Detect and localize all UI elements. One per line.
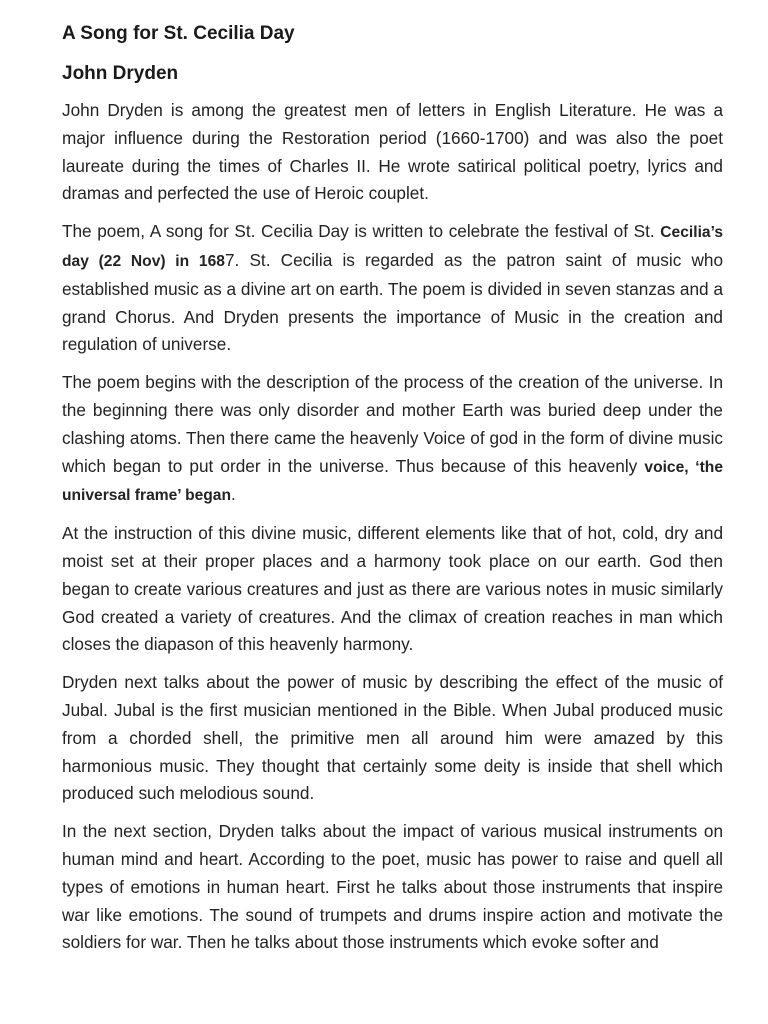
paragraph-2-text-start: The poem, A song for St. Cecilia Day is written to celebrate the festival of St. [62, 221, 661, 242]
paragraph-5: Dryden next talks about the power of music by describing the effect of the music of Jubal. Jubal is the first musician mentioned in the Bible. When Jubal produced music from a chorded shell, the primitive men all around him were amazed by this harmonious music. They thought that certainly some deity is inside that shell which produced such melodious sound. [62, 672, 723, 804]
paragraph-3-text-end: . [231, 484, 236, 505]
paragraph-3-bold-text: voice, ‘the universal frame’ began [62, 458, 723, 505]
paragraph-3-text-start: The poem begins with the description of the process of the creation of the universe. In the beginning there was only disorder and mother Earth was buried deep under the clashing atoms. Then there came the heavenly Voice of god in the form of divine music which began to put order in the universe. Thus because of this heavenly [62, 372, 723, 476]
paragraph-2-bold-text: Cecilia’s day (22 Nov) in 168 [62, 224, 723, 270]
paragraph-2-text-end: 7. St. Cecilia is regarded as the patron saint of music who established music as a divine art on earth. The poem is divided in seven stanzas and a grand Chorus. And Dryden presents the importance of Music in the creation and regulation of universe. [62, 249, 724, 355]
paragraph-1: John Dryden is among the greatest men of letters in English Literature. He was a major influence during the Restoration period (1660-1700) and was also the poet laureate during the times of Charles II. He wrote satirical political poetry, lyrics and dramas and perfected the use of Heroic couplet. [62, 100, 723, 204]
document-title: A Song for St. Cecilia Day [62, 23, 295, 44]
paragraph-2 [62, 218, 723, 359]
paragraph-6: In the next section, Dryden talks about the impact of various musical instruments on human mind and heart. According to the poet, music has power to raise and quell all types of emotions in human heart. First he talks about those instruments that inspire war like emotions. The sound of trumpets and drums inspire action and motivate the soldiers for war. Then he talks about those instruments which evoke softer and [62, 821, 723, 953]
document-page [62, 21, 723, 967]
paragraph-4: At the instruction of this divine music, different elements like that of hot, cold, dry and moist set at their proper places and a harmony took place on our earth. God then began to create various creatures and just as there are various notes in music similarly God created a variety of creatures. And the climax of creation reaches in man which closes the diapason of this heavenly harmony. [62, 523, 723, 655]
paragraph-3 [62, 369, 723, 510]
author-name: John Dryden [62, 63, 179, 84]
